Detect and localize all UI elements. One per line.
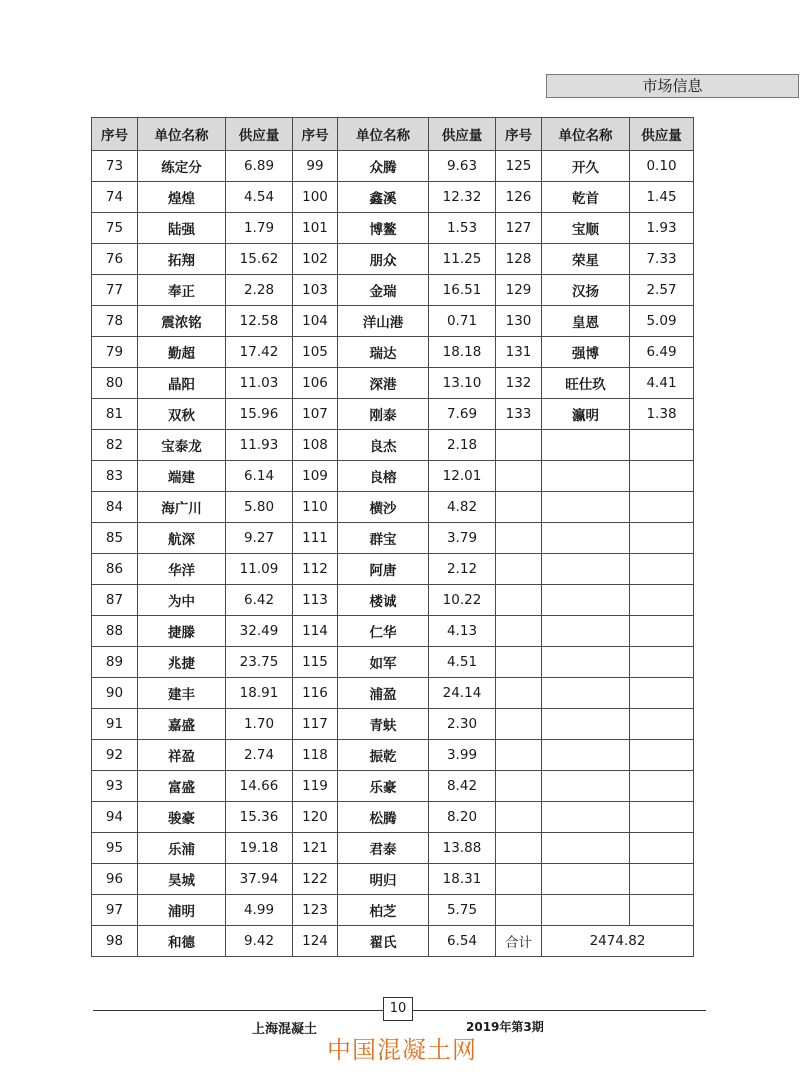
index-cell [496, 461, 542, 492]
supply-cell: 6.42 [226, 585, 293, 616]
index-cell: 96 [92, 864, 138, 895]
index-cell: 119 [293, 771, 338, 802]
company-name-cell: 振乾 [338, 740, 429, 771]
watermark: 中国混凝土网 [327, 1036, 477, 1064]
supply-cell: 1.53 [429, 213, 496, 244]
index-cell: 103 [293, 275, 338, 306]
index-cell: 122 [293, 864, 338, 895]
company-name-cell: 端建 [138, 461, 226, 492]
supply-cell [630, 864, 694, 895]
index-cell [496, 647, 542, 678]
table-row [92, 368, 694, 399]
table-row [92, 492, 694, 523]
header-cell: 供应量 [429, 118, 496, 151]
company-name-cell: 汉扬 [542, 275, 630, 306]
company-name-cell [542, 461, 630, 492]
company-name-cell [542, 895, 630, 926]
index-cell [496, 585, 542, 616]
index-cell: 120 [293, 802, 338, 833]
index-cell: 77 [92, 275, 138, 306]
company-name-cell [542, 802, 630, 833]
company-name-cell: 嘉盛 [138, 709, 226, 740]
supply-cell: 11.09 [226, 554, 293, 585]
supply-cell: 15.96 [226, 399, 293, 430]
company-name-cell: 和德 [138, 926, 226, 957]
supply-cell: 6.49 [630, 337, 694, 368]
company-name-cell: 浦盈 [338, 678, 429, 709]
company-name-cell: 洋山港 [338, 306, 429, 337]
index-cell [496, 740, 542, 771]
supply-cell: 6.54 [429, 926, 496, 957]
supply-cell [630, 430, 694, 461]
company-name-cell: 航深 [138, 523, 226, 554]
index-cell: 126 [496, 182, 542, 213]
index-cell [496, 523, 542, 554]
company-name-cell: 捷滕 [138, 616, 226, 647]
table-row [92, 461, 694, 492]
supply-cell: 15.36 [226, 802, 293, 833]
index-cell [496, 802, 542, 833]
company-name-cell: 良杰 [338, 430, 429, 461]
company-name-cell [542, 523, 630, 554]
index-cell: 90 [92, 678, 138, 709]
index-cell: 94 [92, 802, 138, 833]
company-name-cell: 如军 [338, 647, 429, 678]
company-name-cell: 良榕 [338, 461, 429, 492]
company-name-cell [542, 709, 630, 740]
index-cell: 86 [92, 554, 138, 585]
table-row [92, 275, 694, 306]
supply-cell [630, 709, 694, 740]
supply-cell: 6.14 [226, 461, 293, 492]
supply-cell: 9.63 [429, 151, 496, 182]
index-cell: 97 [92, 895, 138, 926]
company-name-cell: 青蚨 [338, 709, 429, 740]
supply-cell [630, 678, 694, 709]
index-cell: 93 [92, 771, 138, 802]
table-row [92, 616, 694, 647]
company-name-cell: 松腾 [338, 802, 429, 833]
table-row [92, 337, 694, 368]
supply-cell [630, 554, 694, 585]
supply-cell: 37.94 [226, 864, 293, 895]
supply-cell: 12.58 [226, 306, 293, 337]
company-name-cell: 翟氏 [338, 926, 429, 957]
supply-cell: 18.18 [429, 337, 496, 368]
supply-cell: 17.42 [226, 337, 293, 368]
supply-cell: 4.82 [429, 492, 496, 523]
table-row [92, 771, 694, 802]
supply-cell [630, 647, 694, 678]
supply-cell: 1.45 [630, 182, 694, 213]
company-name-cell [542, 492, 630, 523]
index-cell: 133 [496, 399, 542, 430]
index-cell [496, 492, 542, 523]
company-name-cell: 宝顺 [542, 213, 630, 244]
supply-cell: 2.28 [226, 275, 293, 306]
company-name-cell: 拓翔 [138, 244, 226, 275]
supply-cell: 11.25 [429, 244, 496, 275]
company-name-cell [542, 647, 630, 678]
company-name-cell: 煌煌 [138, 182, 226, 213]
company-name-cell: 瑞达 [338, 337, 429, 368]
index-cell: 81 [92, 399, 138, 430]
company-name-cell: 华洋 [138, 554, 226, 585]
table-body [92, 151, 694, 926]
supply-cell: 2.30 [429, 709, 496, 740]
index-cell [496, 616, 542, 647]
index-cell: 92 [92, 740, 138, 771]
company-name-cell: 强博 [542, 337, 630, 368]
company-name-cell: 震浓铭 [138, 306, 226, 337]
company-name-cell: 乾首 [542, 182, 630, 213]
index-cell: 108 [293, 430, 338, 461]
header-cell: 单位名称 [338, 118, 429, 151]
table-row [92, 554, 694, 585]
index-cell: 118 [293, 740, 338, 771]
index-cell [496, 430, 542, 461]
company-name-cell: 建丰 [138, 678, 226, 709]
table-row-total [92, 926, 694, 957]
supply-cell: 3.79 [429, 523, 496, 554]
supply-cell: 2.57 [630, 275, 694, 306]
company-name-cell [542, 771, 630, 802]
supply-cell: 2.18 [429, 430, 496, 461]
company-name-cell: 开久 [542, 151, 630, 182]
supply-cell [630, 461, 694, 492]
index-cell [496, 895, 542, 926]
company-name-cell: 博鳌 [338, 213, 429, 244]
index-cell: 95 [92, 833, 138, 864]
table-row [92, 182, 694, 213]
company-name-cell: 双秋 [138, 399, 226, 430]
table-row [92, 430, 694, 461]
company-name-cell [542, 430, 630, 461]
index-cell [496, 864, 542, 895]
supply-cell: 8.20 [429, 802, 496, 833]
company-name-cell [542, 740, 630, 771]
index-cell: 89 [92, 647, 138, 678]
index-cell: 82 [92, 430, 138, 461]
index-cell: 105 [293, 337, 338, 368]
index-cell: 116 [293, 678, 338, 709]
table-row [92, 151, 694, 182]
company-name-cell: 明归 [338, 864, 429, 895]
index-cell [496, 709, 542, 740]
index-cell: 98 [92, 926, 138, 957]
company-name-cell: 群宝 [338, 523, 429, 554]
supply-cell: 0.10 [630, 151, 694, 182]
index-cell: 107 [293, 399, 338, 430]
table-row [92, 864, 694, 895]
company-name-cell: 柏芝 [338, 895, 429, 926]
page-number: 10 [383, 997, 413, 1021]
company-name-cell [542, 833, 630, 864]
index-cell: 123 [293, 895, 338, 926]
supply-cell: 4.51 [429, 647, 496, 678]
index-cell: 80 [92, 368, 138, 399]
company-name-cell: 乐豪 [338, 771, 429, 802]
header-cell: 单位名称 [138, 118, 226, 151]
index-cell: 125 [496, 151, 542, 182]
index-cell: 78 [92, 306, 138, 337]
supply-cell [630, 492, 694, 523]
supply-cell: 2.12 [429, 554, 496, 585]
index-cell: 102 [293, 244, 338, 275]
supply-cell: 9.27 [226, 523, 293, 554]
header-cell: 序号 [92, 118, 138, 151]
company-name-cell: 阿唐 [338, 554, 429, 585]
supply-cell: 4.41 [630, 368, 694, 399]
supply-cell: 7.69 [429, 399, 496, 430]
company-name-cell: 鑫溪 [338, 182, 429, 213]
company-name-cell: 昊城 [138, 864, 226, 895]
index-cell [496, 678, 542, 709]
supply-cell: 6.89 [226, 151, 293, 182]
company-name-cell: 陆强 [138, 213, 226, 244]
company-name-cell: 楼诚 [338, 585, 429, 616]
supply-cell: 8.42 [429, 771, 496, 802]
index-cell: 113 [293, 585, 338, 616]
header-cell: 供应量 [630, 118, 694, 151]
header-cell: 序号 [496, 118, 542, 151]
index-cell: 87 [92, 585, 138, 616]
supply-cell [630, 585, 694, 616]
header-cell: 供应量 [226, 118, 293, 151]
supply-cell: 1.70 [226, 709, 293, 740]
supply-cell: 4.54 [226, 182, 293, 213]
supply-cell: 18.91 [226, 678, 293, 709]
section-header-market-info: 市场信息 [546, 74, 799, 98]
table-row [92, 213, 694, 244]
total-value: 2474.82 [542, 926, 694, 957]
company-name-cell: 金瑞 [338, 275, 429, 306]
supply-cell [630, 523, 694, 554]
supply-cell: 15.62 [226, 244, 293, 275]
index-cell: 132 [496, 368, 542, 399]
supply-cell: 2.74 [226, 740, 293, 771]
supply-cell: 4.99 [226, 895, 293, 926]
company-name-cell: 刚泰 [338, 399, 429, 430]
table-row [92, 647, 694, 678]
table-row [92, 740, 694, 771]
index-cell: 112 [293, 554, 338, 585]
index-cell: 111 [293, 523, 338, 554]
company-name-cell: 朋众 [338, 244, 429, 275]
company-name-cell [542, 678, 630, 709]
supply-cell [630, 616, 694, 647]
company-name-cell: 君泰 [338, 833, 429, 864]
table-row [92, 833, 694, 864]
table-row [92, 306, 694, 337]
supply-cell: 10.22 [429, 585, 496, 616]
index-cell: 124 [293, 926, 338, 957]
index-cell [496, 771, 542, 802]
index-cell [496, 833, 542, 864]
company-name-cell: 深港 [338, 368, 429, 399]
index-cell: 91 [92, 709, 138, 740]
index-cell: 76 [92, 244, 138, 275]
index-cell: 117 [293, 709, 338, 740]
supply-cell: 5.75 [429, 895, 496, 926]
company-name-cell: 旺仕玖 [542, 368, 630, 399]
company-name-cell: 祥盈 [138, 740, 226, 771]
supply-cell: 4.13 [429, 616, 496, 647]
company-name-cell: 富盛 [138, 771, 226, 802]
index-cell: 131 [496, 337, 542, 368]
table-row [92, 585, 694, 616]
supply-cell [630, 771, 694, 802]
table-row [92, 399, 694, 430]
supply-cell: 5.80 [226, 492, 293, 523]
supply-cell: 24.14 [429, 678, 496, 709]
table-row [92, 678, 694, 709]
header-cell: 单位名称 [542, 118, 630, 151]
index-cell: 83 [92, 461, 138, 492]
supply-cell: 1.79 [226, 213, 293, 244]
company-name-cell: 瀛明 [542, 399, 630, 430]
company-name-cell: 乐浦 [138, 833, 226, 864]
index-cell: 101 [293, 213, 338, 244]
company-name-cell: 为中 [138, 585, 226, 616]
index-cell: 99 [293, 151, 338, 182]
index-cell: 106 [293, 368, 338, 399]
company-name-cell: 横沙 [338, 492, 429, 523]
supply-cell: 23.75 [226, 647, 293, 678]
supply-cell: 12.01 [429, 461, 496, 492]
supply-table [91, 117, 694, 957]
supply-cell: 14.66 [226, 771, 293, 802]
supply-cell: 3.99 [429, 740, 496, 771]
index-cell: 104 [293, 306, 338, 337]
company-name-cell [542, 864, 630, 895]
table-row [92, 709, 694, 740]
index-cell: 88 [92, 616, 138, 647]
company-name-cell: 皇恩 [542, 306, 630, 337]
company-name-cell: 众腾 [338, 151, 429, 182]
company-name-cell [542, 554, 630, 585]
supply-cell: 5.09 [630, 306, 694, 337]
header-cell: 序号 [293, 118, 338, 151]
index-cell: 127 [496, 213, 542, 244]
supply-cell: 11.03 [226, 368, 293, 399]
index-cell: 109 [293, 461, 338, 492]
supply-cell: 16.51 [429, 275, 496, 306]
index-cell: 110 [293, 492, 338, 523]
supply-cell [630, 740, 694, 771]
supply-cell: 1.38 [630, 399, 694, 430]
index-cell: 74 [92, 182, 138, 213]
journal-name: 上海混凝土 [252, 1022, 318, 1037]
company-name-cell: 海广川 [138, 492, 226, 523]
supply-cell [630, 833, 694, 864]
index-cell: 114 [293, 616, 338, 647]
index-cell: 75 [92, 213, 138, 244]
supply-cell [630, 895, 694, 926]
index-cell: 100 [293, 182, 338, 213]
supply-cell [630, 802, 694, 833]
company-name-cell: 勤超 [138, 337, 226, 368]
supply-cell: 7.33 [630, 244, 694, 275]
supply-cell: 1.93 [630, 213, 694, 244]
supply-cell: 18.31 [429, 864, 496, 895]
supply-cell: 13.88 [429, 833, 496, 864]
supply-cell: 32.49 [226, 616, 293, 647]
total-label: 合计 [496, 926, 542, 957]
index-cell: 85 [92, 523, 138, 554]
supply-cell: 13.10 [429, 368, 496, 399]
company-name-cell: 浦明 [138, 895, 226, 926]
company-name-cell [542, 585, 630, 616]
table-header-row [92, 118, 694, 151]
supply-cell: 11.93 [226, 430, 293, 461]
index-cell: 130 [496, 306, 542, 337]
issue-label: 2019年第3期 [466, 1020, 544, 1034]
table-row [92, 523, 694, 554]
company-name-cell: 兆捷 [138, 647, 226, 678]
index-cell [496, 554, 542, 585]
index-cell: 115 [293, 647, 338, 678]
table-row [92, 895, 694, 926]
index-cell: 73 [92, 151, 138, 182]
index-cell: 79 [92, 337, 138, 368]
company-name-cell: 仁华 [338, 616, 429, 647]
table-row [92, 244, 694, 275]
company-name-cell: 晶阳 [138, 368, 226, 399]
index-cell: 128 [496, 244, 542, 275]
supply-cell: 9.42 [226, 926, 293, 957]
supply-cell: 0.71 [429, 306, 496, 337]
company-name-cell: 宝泰龙 [138, 430, 226, 461]
supply-cell: 19.18 [226, 833, 293, 864]
company-name-cell: 练定分 [138, 151, 226, 182]
index-cell: 84 [92, 492, 138, 523]
company-name-cell: 荣星 [542, 244, 630, 275]
supply-cell: 12.32 [429, 182, 496, 213]
index-cell: 121 [293, 833, 338, 864]
company-name-cell: 骏豪 [138, 802, 226, 833]
company-name-cell [542, 616, 630, 647]
company-name-cell: 奉正 [138, 275, 226, 306]
table-row [92, 802, 694, 833]
index-cell: 129 [496, 275, 542, 306]
